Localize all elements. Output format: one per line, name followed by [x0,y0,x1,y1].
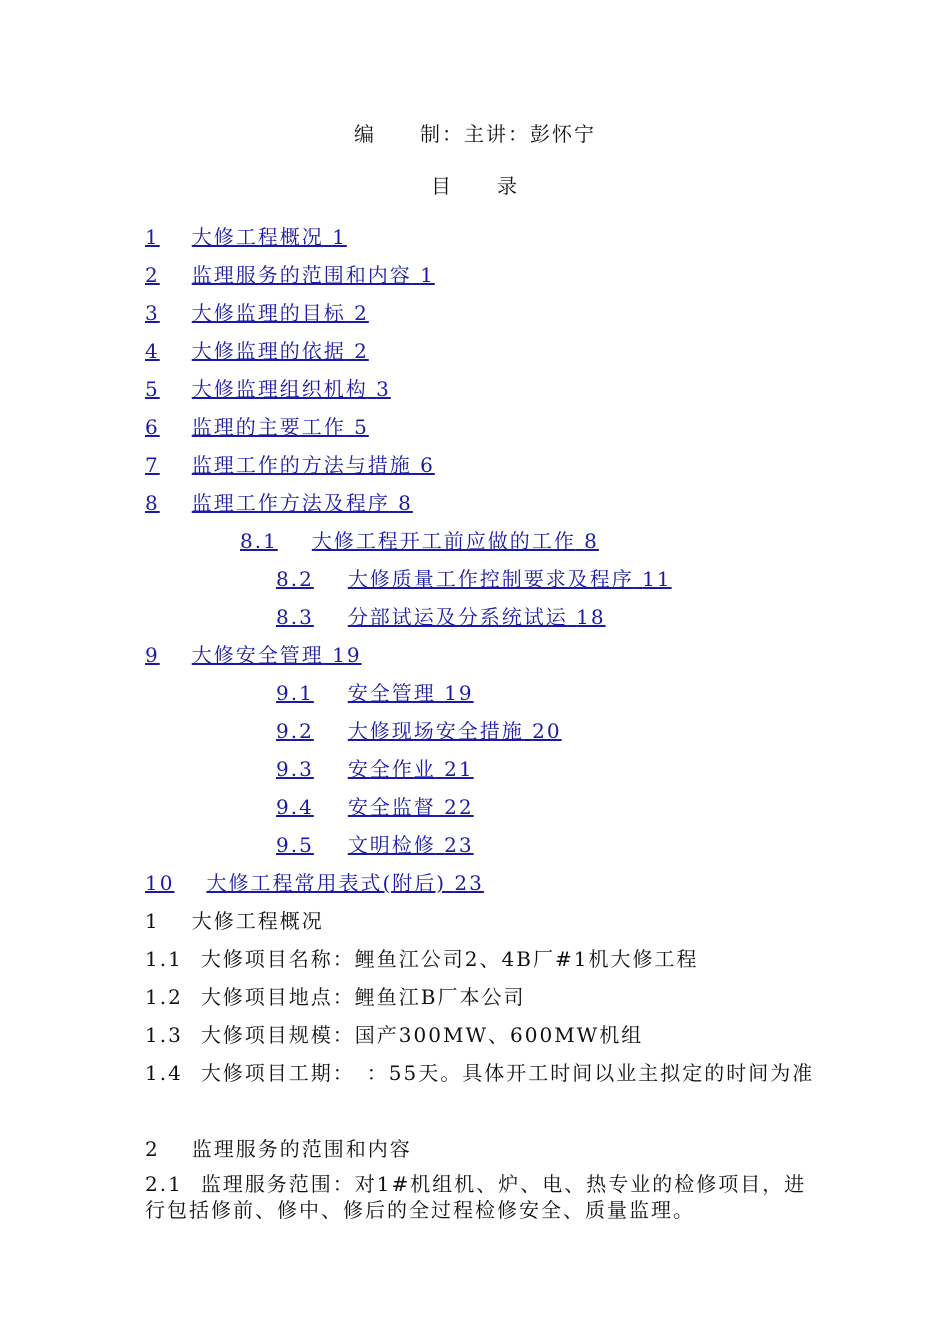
toc-page: 1 [420,263,435,287]
toc-title-text: 大修安全管理 [191,643,324,667]
section-number: 1 [145,909,160,933]
toc-num: 2 [145,263,160,287]
item-number: 1.1 [145,947,183,971]
toc-num: 6 [145,415,160,439]
item-1-4 [145,1057,814,1086]
toc-page: 8 [398,491,413,515]
toc-title-text: 大修工程开工前应做的工作 [311,529,576,553]
item-text: 大修项目名称：鲤鱼江公司2、4B厂#1机大修工程 [200,947,699,971]
toc-page: 20 [532,719,562,743]
toc-link[interactable] [276,681,474,705]
toc-entry-8-1[interactable] [240,525,599,554]
toc-title-text: 大修质量工作控制要求及程序 [347,567,634,591]
item-1-2 [145,981,526,1010]
section-2-heading [145,1133,412,1162]
toc-title-text: 安全管理 [347,681,436,705]
toc-num: 9.2 [276,719,314,743]
toc-title-text: 大修工程概况 [191,225,324,249]
toc-link[interactable] [145,301,369,325]
item-1-1 [145,943,698,972]
toc-num: 10 [145,871,175,895]
toc-title: 目 录 [431,174,519,198]
section-title: 大修工程概况 [191,909,324,933]
toc-link[interactable] [276,719,562,743]
toc-entry-1[interactable] [145,221,347,250]
toc-page: 3 [376,377,391,401]
toc-num: 9 [145,643,160,667]
toc-page: 8 [584,529,599,553]
toc-link[interactable] [276,605,606,629]
toc-page: 2 [354,301,369,325]
toc-link[interactable] [145,453,435,477]
toc-num: 9.5 [276,833,314,857]
toc-entry-9-1[interactable] [276,677,474,706]
toc-entry-10[interactable] [145,867,484,896]
toc-num: 5 [145,377,160,401]
toc-page: 19 [332,643,362,667]
toc-entry-8-2[interactable] [276,563,672,592]
toc-num: 9.4 [276,795,314,819]
toc-link[interactable] [276,795,474,819]
item-text: 监理服务范围：对1#机组机、炉、电、热专业的检修项目，进行包括修前、修中、修后的全过程检修安全、质量监理。 [145,1172,807,1222]
presenter: 主讲：彭怀宁 [464,122,596,146]
toc-page: 5 [354,415,369,439]
toc-link[interactable] [145,491,413,515]
toc-title-text: 监理的主要工作 [191,415,346,439]
toc-num: 1 [145,225,160,249]
toc-link[interactable] [145,415,369,439]
toc-link[interactable] [145,643,362,667]
toc-num: 3 [145,301,160,325]
toc-num: 7 [145,453,160,477]
toc-page: 22 [444,795,474,819]
toc-page: 1 [332,225,347,249]
item-text: 大修项目工期： ：55天。具体开工时间以业主拟定的时间为准 [200,1061,815,1085]
toc-entry-9-5[interactable] [276,829,474,858]
toc-num: 8 [145,491,160,515]
toc-title-text: 大修工程常用表式(附后) [206,871,447,895]
toc-entry-9-4[interactable] [276,791,474,820]
item-number: 1.2 [145,985,183,1009]
section-title: 监理服务的范围和内容 [191,1137,412,1161]
toc-title-text: 分部试运及分系统试运 [347,605,568,629]
toc-page: 6 [420,453,435,477]
toc-entry-5[interactable] [145,373,391,402]
toc-entry-4[interactable] [145,335,369,364]
toc-link[interactable] [145,871,484,895]
toc-entry-7[interactable] [145,449,435,478]
toc-num: 8.2 [276,567,314,591]
toc-title-text: 大修监理的依据 [191,339,346,363]
toc-link[interactable] [276,567,672,591]
toc-link[interactable] [276,757,474,781]
toc-title-text: 安全监督 [347,795,436,819]
toc-link[interactable] [145,339,369,363]
toc-entry-6[interactable] [145,411,369,440]
toc-num: 4 [145,339,160,363]
toc-title-text: 文明检修 [347,833,436,857]
toc-entry-9-2[interactable] [276,715,562,744]
toc-entry-9[interactable] [145,639,362,668]
toc-num: 9.1 [276,681,314,705]
item-number: 2.1 [145,1172,183,1196]
toc-title-text: 监理工作方法及程序 [191,491,390,515]
toc-entry-2[interactable] [145,259,435,288]
toc-title-text: 安全作业 [347,757,436,781]
toc-entry-3[interactable] [145,297,369,326]
toc-link[interactable] [276,833,474,857]
toc-link[interactable] [145,225,347,249]
toc-entry-8-3[interactable] [276,601,606,630]
toc-page: 21 [444,757,474,781]
toc-page: 18 [576,605,606,629]
toc-title-text: 大修现场安全措施 [347,719,524,743]
toc-title-text: 大修监理的目标 [191,301,346,325]
item-number: 1.3 [145,1023,183,1047]
item-2-1 [145,1171,810,1223]
toc-page: 19 [444,681,474,705]
compiler-line [0,118,950,147]
toc-page: 23 [454,871,484,895]
toc-page: 23 [444,833,474,857]
toc-title-text: 监理服务的范围和内容 [191,263,412,287]
toc-num: 9.3 [276,757,314,781]
toc-link[interactable] [240,529,599,553]
section-1-heading [145,905,324,934]
toc-page: 11 [642,567,672,591]
item-text: 大修项目地点：鲤鱼江B厂本公司 [200,985,526,1009]
toc-link[interactable] [145,263,435,287]
toc-title-text: 监理工作的方法与措施 [191,453,412,477]
toc-title-text: 大修监理组织机构 [191,377,368,401]
compiler-label: 编 制： [354,122,464,146]
section-number: 2 [145,1137,160,1161]
toc-num: 8.3 [276,605,314,629]
toc-link[interactable] [145,377,391,401]
toc-entry-9-3[interactable] [276,753,474,782]
item-text: 大修项目规模：国产300MW、600MW机组 [200,1023,644,1047]
item-number: 1.4 [145,1061,183,1085]
item-1-3 [145,1019,643,1048]
toc-entry-8[interactable] [145,487,413,516]
toc-num: 8.1 [240,529,278,553]
toc-page: 2 [354,339,369,363]
